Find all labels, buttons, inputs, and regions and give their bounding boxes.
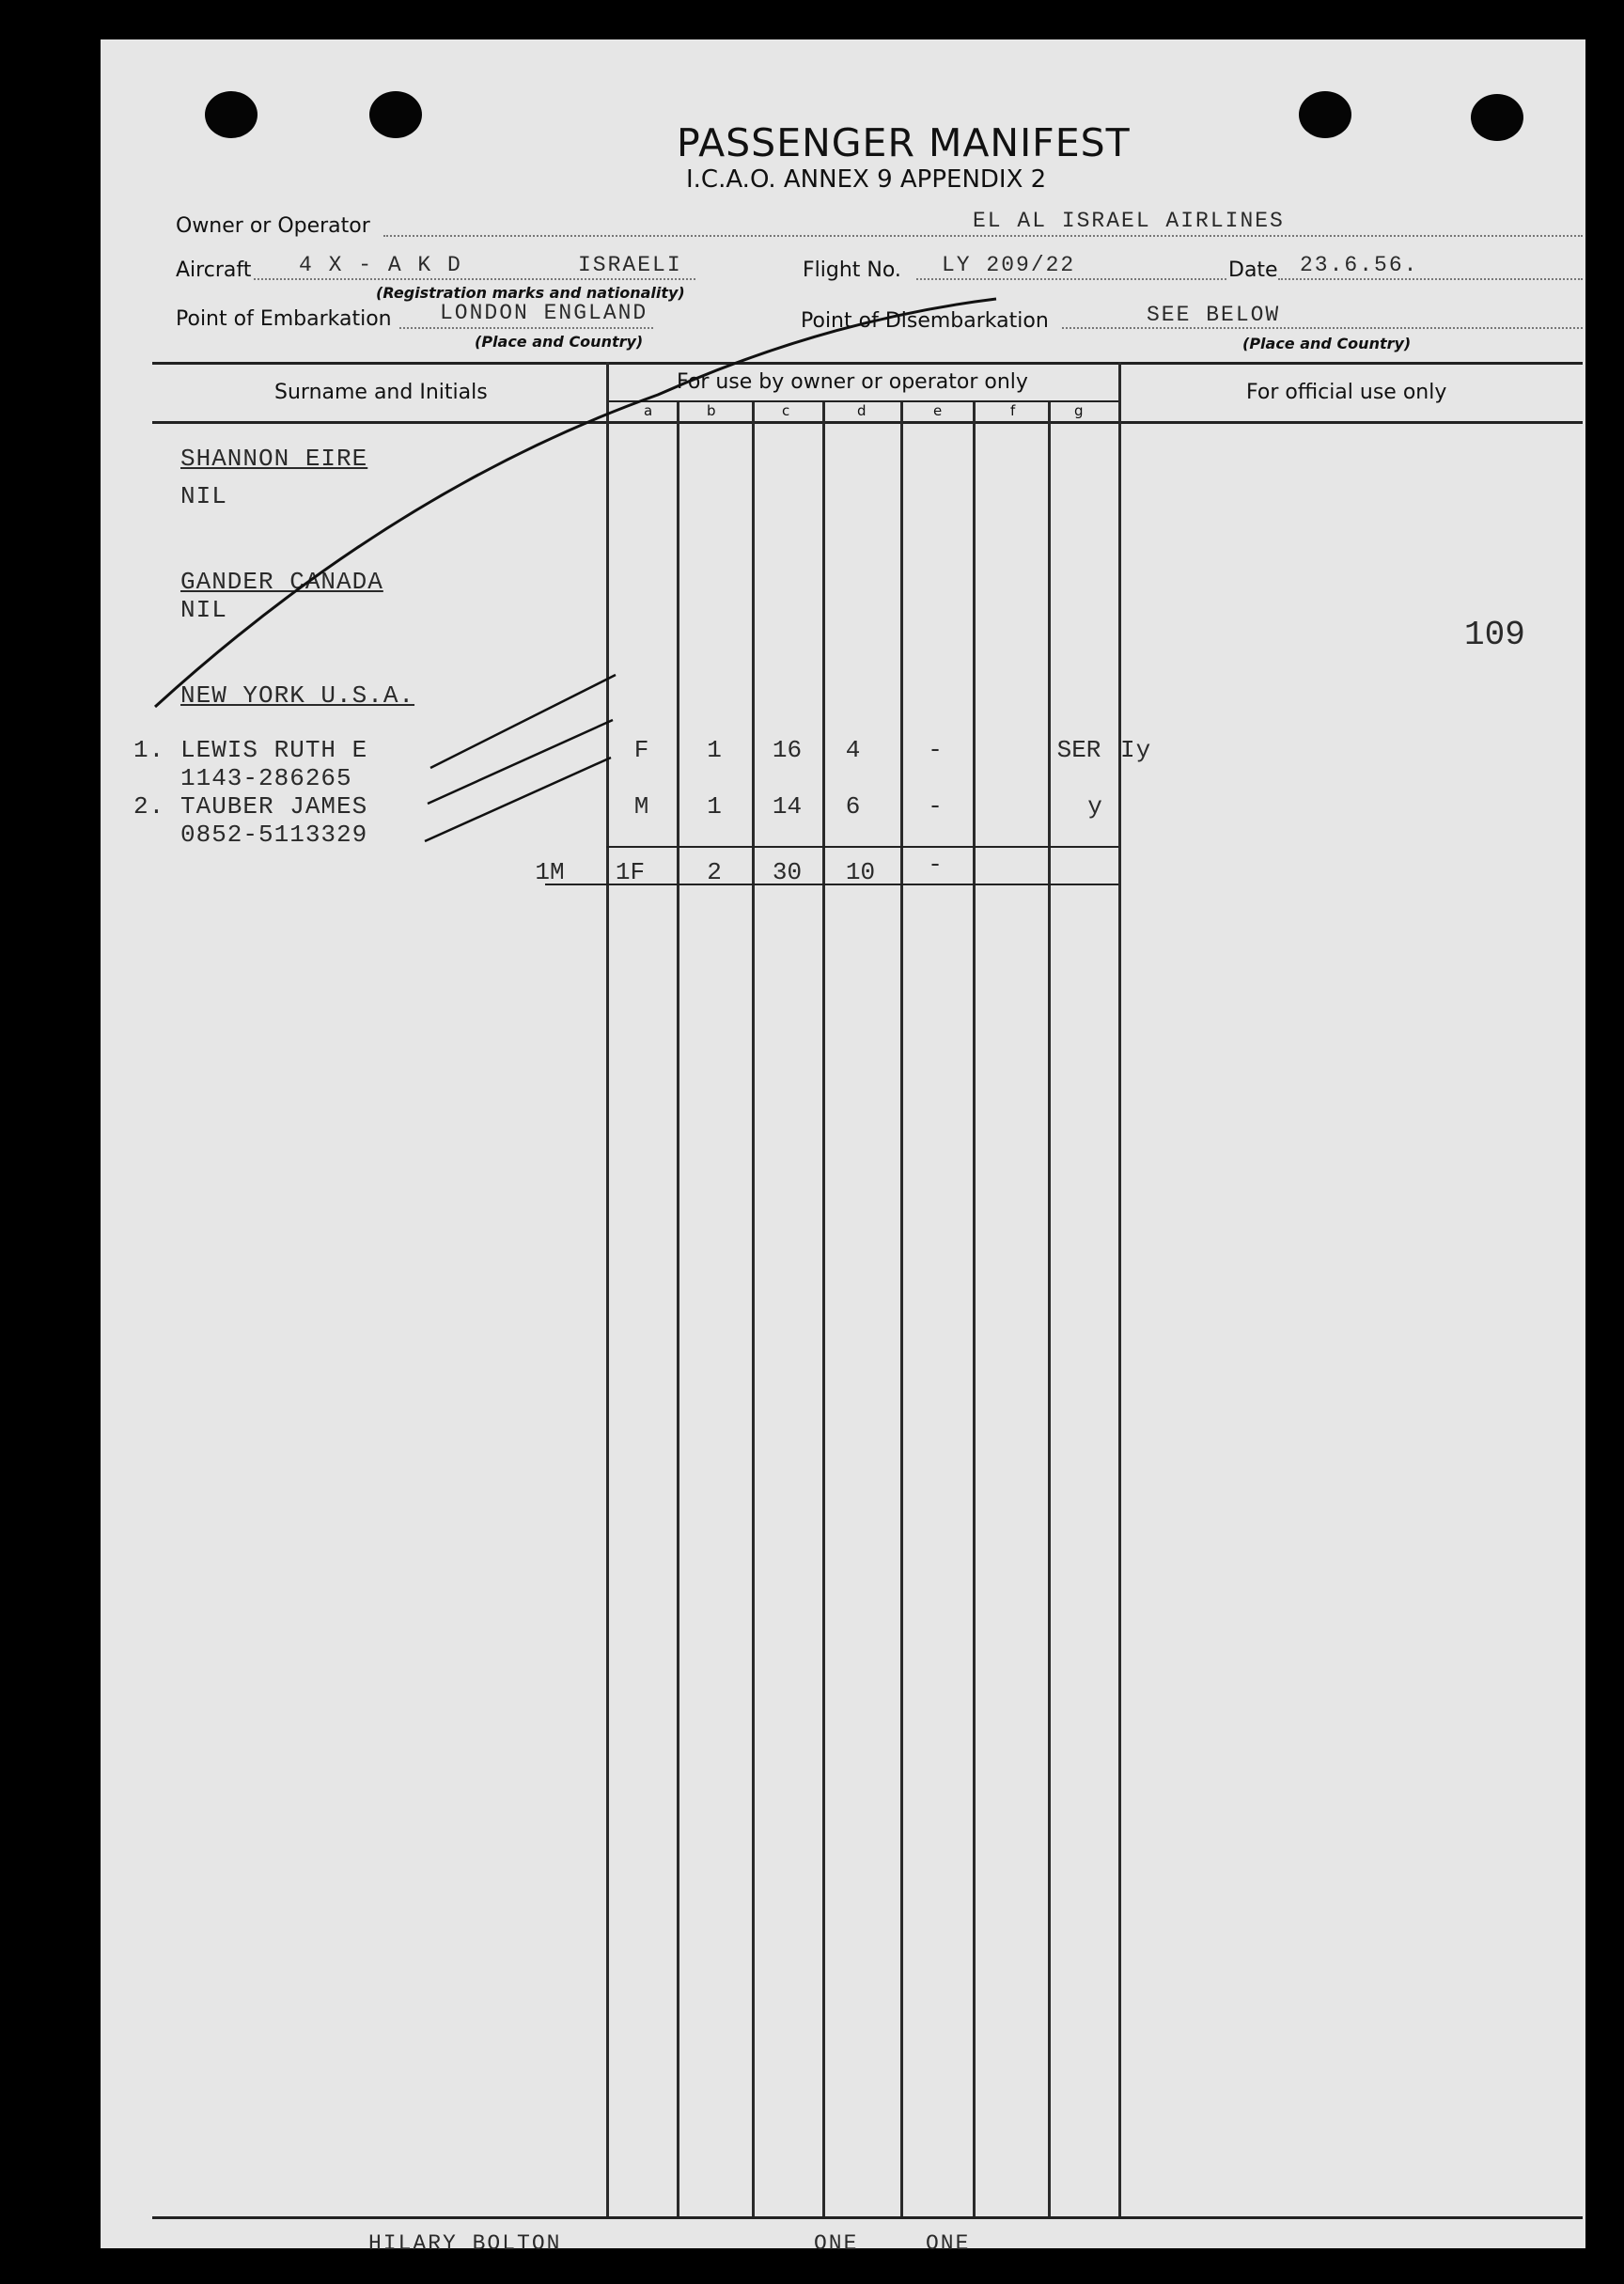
embark-label: Point of Embarkation xyxy=(176,307,392,331)
punch-hole xyxy=(369,91,422,138)
footer-one-b: ONE xyxy=(926,2231,971,2256)
owner-label: Owner or Operator xyxy=(176,214,370,238)
passenger-name: LEWIS RUTH E xyxy=(180,736,368,764)
owner-dotline xyxy=(383,235,1583,237)
totals-col-b: 2 xyxy=(707,858,722,886)
column-header-e: e xyxy=(933,402,943,419)
passenger-ticket: 1143-286265 xyxy=(180,764,352,792)
passenger-col-d: 6 xyxy=(845,792,861,821)
punch-hole xyxy=(1299,91,1351,138)
aircraft-dotline xyxy=(254,278,695,280)
passenger-col-d: 4 xyxy=(845,736,861,764)
aircraft-registration: 4 X - A K D xyxy=(299,253,462,277)
flight-label: Flight No. xyxy=(803,258,901,282)
totals-col-e: - xyxy=(928,851,943,879)
column-header-a: a xyxy=(644,402,653,419)
date-label: Date xyxy=(1228,258,1278,282)
passenger-name: TAUBER JAMES xyxy=(180,792,368,821)
date-value: 23.6.56. xyxy=(1300,253,1419,277)
passenger-col-g: SER xyxy=(1056,736,1101,764)
document-title: PASSENGER MANIFEST xyxy=(677,120,1131,165)
table-top-rule xyxy=(152,362,1583,365)
stop-gander-note: NIL xyxy=(180,596,227,624)
column-rule xyxy=(822,402,825,2216)
passenger-col-g: y xyxy=(1087,792,1102,821)
disembark-dotline xyxy=(1062,327,1583,329)
disembark-value: SEE BELOW xyxy=(1147,303,1281,327)
totals-col-d: 10 xyxy=(845,858,876,886)
passenger-number: 2. xyxy=(133,792,165,821)
totals-top-rule xyxy=(606,846,1118,848)
column-header-c: c xyxy=(782,402,790,419)
passenger-number: 1. xyxy=(133,736,165,764)
footer-one-a: ONE xyxy=(814,2231,859,2256)
operator-header: For use by owner or operator only xyxy=(677,370,1028,394)
page-number: 109 xyxy=(1464,616,1525,654)
aircraft-nationality: ISRAELI xyxy=(578,253,682,277)
surname-header: Surname and Initials xyxy=(274,381,488,404)
passenger-ticket: 0852-5113329 xyxy=(180,821,368,849)
passenger-col-e: - xyxy=(928,792,943,821)
aircraft-note: (Registration marks and nationality) xyxy=(376,284,685,302)
passenger-col-e: - xyxy=(928,736,943,764)
flight-dotline xyxy=(916,278,1226,280)
stop-new-york: NEW YORK U.S.A. xyxy=(180,681,415,710)
column-rule xyxy=(973,402,976,2216)
totals-label: 1M xyxy=(535,858,565,886)
punch-hole xyxy=(1471,94,1523,141)
column-header-d: d xyxy=(857,402,867,419)
embark-value: LONDON ENGLAND xyxy=(440,301,648,325)
passenger-col-c: 14 xyxy=(772,792,803,821)
document-subtitle: I.C.A.O. ANNEX 9 APPENDIX 2 xyxy=(686,165,1047,194)
column-rule xyxy=(752,402,755,2216)
passenger-col-a: F xyxy=(633,736,649,764)
flight-value: LY 209/22 xyxy=(942,253,1076,277)
stop-shannon: SHANNON EIRE xyxy=(180,445,368,473)
column-rule xyxy=(606,362,609,2216)
passenger-col-c: 16 xyxy=(772,736,803,764)
column-rule xyxy=(1118,362,1121,2216)
stop-shannon-note: NIL xyxy=(180,482,227,510)
column-header-f: f xyxy=(1010,402,1016,419)
punch-hole xyxy=(205,91,258,138)
embark-dotline xyxy=(399,327,653,329)
column-rule xyxy=(1048,402,1051,2216)
aircraft-label: Aircraft xyxy=(176,258,252,282)
column-rule xyxy=(677,402,679,2216)
date-dotline xyxy=(1278,278,1583,280)
totals-col-a: 1F xyxy=(615,858,646,886)
column-rule xyxy=(900,402,903,2216)
totals-col-c: 30 xyxy=(772,858,803,886)
disembark-note: (Place and Country) xyxy=(1242,335,1412,352)
disembark-label: Point of Disembarkation xyxy=(801,309,1049,333)
stop-gander: GANDER CANADA xyxy=(180,568,383,596)
official-header: For official use only xyxy=(1246,381,1447,404)
passenger-col-b: 1 xyxy=(707,736,722,764)
passenger-extra: Iy xyxy=(1120,736,1152,764)
table-header-rule xyxy=(152,421,1583,424)
passenger-col-b: 1 xyxy=(707,792,722,821)
owner-value: EL AL ISRAEL AIRLINES xyxy=(973,209,1285,233)
table-bottom-rule xyxy=(152,2216,1583,2219)
footer-name: HILARY BOLTON xyxy=(368,2231,562,2256)
embark-note: (Place and Country) xyxy=(475,333,644,351)
column-header-g: g xyxy=(1074,402,1084,419)
column-header-b: b xyxy=(707,402,716,419)
passenger-col-a: M xyxy=(633,792,649,821)
